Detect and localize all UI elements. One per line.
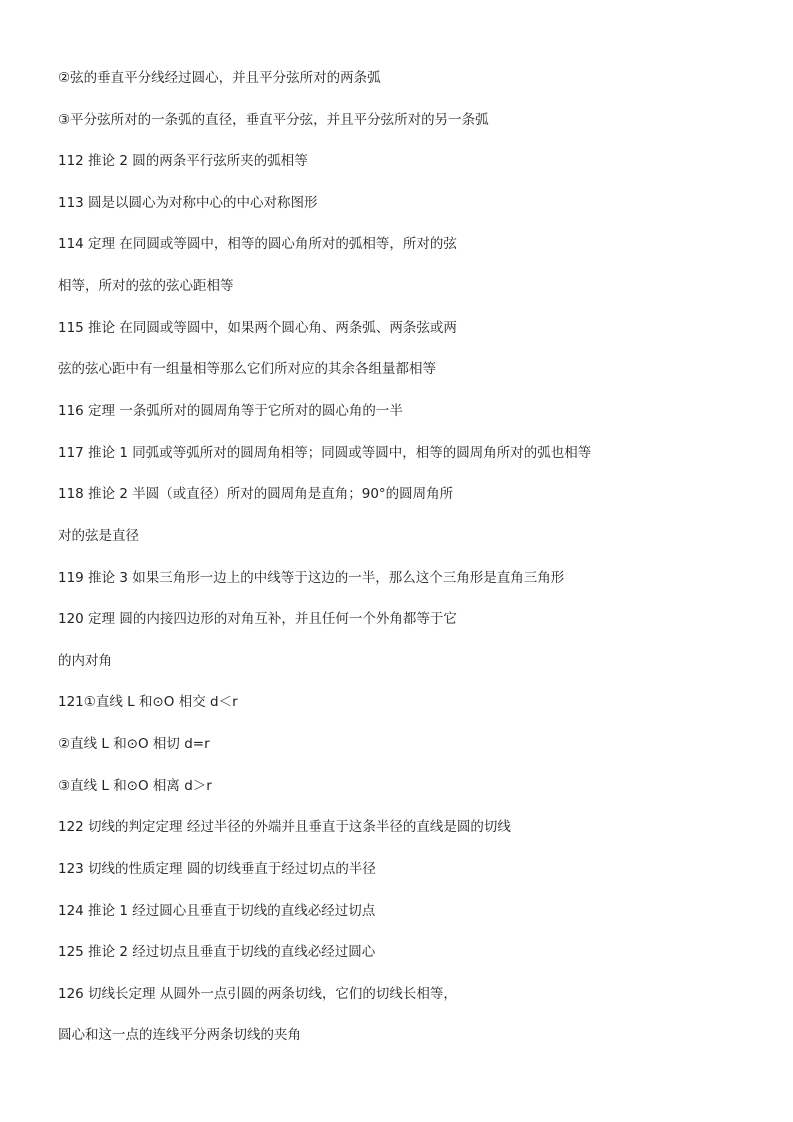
text-line: 118 推论 2 半圆（或直径）所对的圆周角是直角；90°的圆周角所 [58, 486, 454, 502]
text-line: ③直线 L 和⊙O 相离 d＞r [58, 778, 212, 794]
text-line: 的内对角 [58, 653, 112, 669]
text-line: 126 切线长定理 从圆外一点引圆的两条切线，它们的切线长相等， [58, 986, 457, 1002]
text-line: 122 切线的判定定理 经过半径的外端并且垂直于这条半径的直线是圆的切线 [58, 819, 511, 835]
text-line: 114 定理 在同圆或等圆中，相等的圆心角所对的弧相等，所对的弦 [58, 236, 457, 252]
text-line: 117 推论 1 同弧或等弧所对的圆周角相等；同圆或等圆中，相等的圆周角所对的弧也相等 [58, 445, 592, 461]
text-line: 123 切线的性质定理 圆的切线垂直于经过切点的半径 [58, 861, 376, 877]
text-line: 弦的弦心距中有一组量相等那么它们所对应的其余各组量都相等 [58, 361, 436, 377]
text-line: 121①直线 L 和⊙O 相交 d＜r [58, 694, 238, 710]
text-line: 相等，所对的弦的弦心距相等 [58, 278, 234, 294]
text-line: 124 推论 1 经过圆心且垂直于切线的直线必经过切点 [58, 903, 376, 919]
text-line: 125 推论 2 经过切点且垂直于切线的直线必经过圆心 [58, 944, 376, 960]
text-line: 圆心和这一点的连线平分两条切线的夹角 [58, 1027, 301, 1043]
text-line: 113 圆是以圆心为对称中心的中心对称图形 [58, 195, 318, 211]
text-line: 119 推论 3 如果三角形一边上的中线等于这边的一半，那么这个三角形是直角三角形 [58, 570, 565, 586]
text-line: 115 推论 在同圆或等圆中，如果两个圆心角、两条弧、两条弦或两 [58, 320, 457, 336]
text-line: 112 推论 2 圆的两条平行弦所夹的弧相等 [58, 153, 308, 169]
text-line: ②直线 L 和⊙O 相切 d=r [58, 736, 210, 752]
text-line: 116 定理 一条弧所对的圆周角等于它所对的圆心角的一半 [58, 403, 403, 419]
text-line: 120 定理 圆的内接四边形的对角互补，并且任何一个外角都等于它 [58, 611, 457, 627]
text-line: ②弦的垂直平分线经过圆心，并且平分弦所对的两条弧 [58, 70, 381, 86]
text-line: 对的弦是直径 [58, 528, 139, 544]
text-line: ③平分弦所对的一条弧的直径，垂直平分弦，并且平分弦所对的另一条弧 [58, 112, 489, 128]
